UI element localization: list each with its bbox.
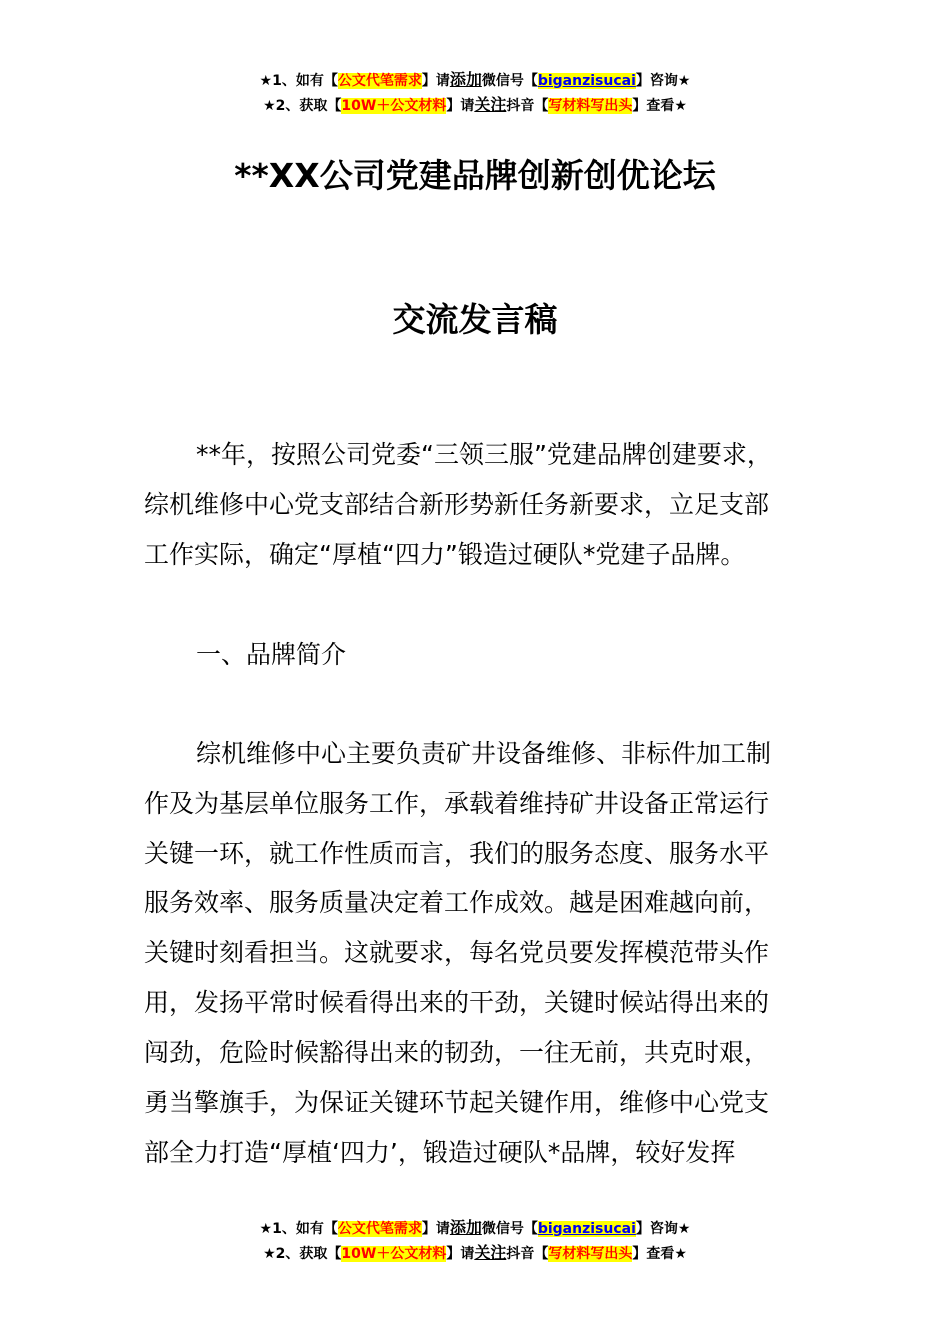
body-line: 关键时刻看担当。这就要求，每名党员要发挥模范带头作 [144,938,770,967]
highlight-service: 公文代笔需求 [337,73,422,89]
banner-text: 】请 [446,98,475,114]
body-line: 部全力打造“厚植‘四力’，锻造过硬队*品牌，较好发挥 [144,1138,736,1167]
body-line: 综机维修中心主要负责矿井设备维修、非标件加工制 [196,739,772,768]
body-line: 综机维修中心党支部结合新形势新任务新要求，立足支部 [144,490,770,519]
emphasis-text: 添加 [449,70,482,89]
body-line: 服务效率、服务质量决定着工作成效。越是困难越向前， [144,888,770,917]
highlight-materials: 10W＋公文材料 [341,1246,447,1262]
banner-text: 1、如有【 [272,73,338,89]
star-icon: ★ [259,1221,273,1237]
highlight-service: 公文代笔需求 [337,1221,422,1237]
body-line: 作及为基层单位服务工作，承载着维持矿井设备正常运行 [144,789,770,818]
wechat-id-link[interactable]: biganzisucai [537,73,636,89]
banner-text: 】请 [446,1246,475,1262]
star-icon: ★ [263,1246,276,1262]
highlight-douyin: 写材料写出头 [548,98,633,114]
banner-text: 2、获取【 [275,1246,342,1262]
body-line: 关键一环，就工作性质而言，我们的服务态度、服务水平 [144,839,770,868]
body-line: 用，发扬平常时候看得出来的干劲，关键时候站得出来的 [144,988,770,1017]
body-line: 工作实际，确定“厚植“四力”锻造过硬队*党建子品牌。 [144,540,746,569]
banner-text: 微信号【 [481,73,538,89]
banner-text: 抖音【 [506,98,549,114]
document-title: **XX公司党建品牌创新创优论坛 [234,156,716,195]
emphasis-text: 关注 [474,1243,507,1262]
banner-line-1 [0,68,950,93]
body-line: 勇当擎旗手，为保证关键环节起关键作用，维修中心党支 [144,1088,770,1117]
section-heading: 一、品牌简介 [196,640,347,669]
document-subtitle: 交流发言稿 [392,300,558,339]
highlight-douyin: 写材料写出头 [548,1246,633,1262]
star-icon: ★ [674,98,687,114]
banner-text: 】咨询 [635,1221,678,1237]
banner-text: 】查看 [632,1246,675,1262]
highlight-materials: 10W＋公文材料 [341,98,447,114]
bottom-banner [0,1216,950,1266]
star-icon: ★ [263,98,276,114]
banner-text: 微信号【 [481,1221,538,1237]
banner-text: 】请 [421,73,450,89]
banner-text: 2、获取【 [275,98,342,114]
banner-line-2 [0,1241,950,1266]
emphasis-text: 关注 [474,95,507,114]
top-banner [0,68,950,118]
star-icon: ★ [677,1221,691,1237]
banner-line-2 [0,93,950,118]
banner-text: 】查看 [632,98,675,114]
banner-text: 1、如有【 [272,1221,338,1237]
star-icon: ★ [677,73,691,89]
star-icon: ★ [259,73,273,89]
star-icon: ★ [674,1246,687,1262]
banner-text: 】咨询 [635,73,678,89]
banner-text: 抖音【 [506,1246,549,1262]
emphasis-text: 添加 [449,1218,482,1237]
banner-text: 】请 [421,1221,450,1237]
body-line: 闯劲，危险时候豁得出来的韧劲，一往无前，共克时艰， [144,1038,770,1067]
banner-line-1 [0,1216,950,1241]
wechat-id-link[interactable]: biganzisucai [537,1221,636,1237]
body-line: **年，按照公司党委“三领三服”党建品牌创建要求， [196,440,772,469]
